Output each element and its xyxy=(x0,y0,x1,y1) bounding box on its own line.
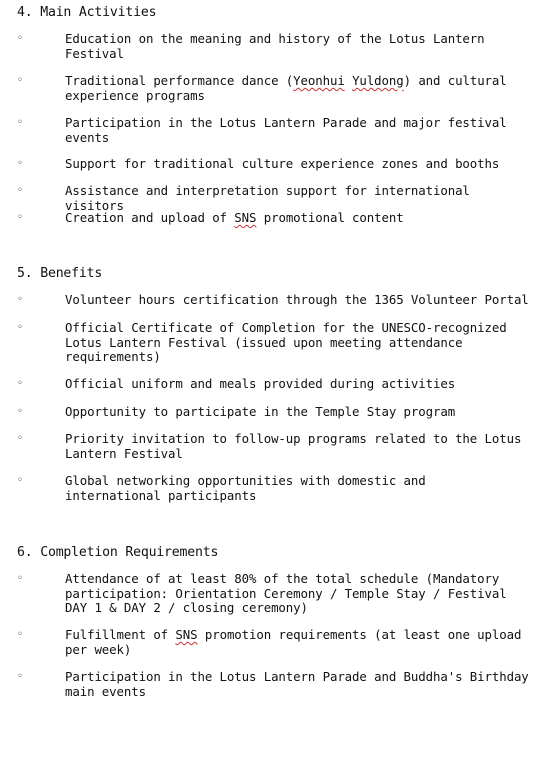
list-item-text: Traditional performance dance (Yeonhui Yuldong) and cultural experience programs xyxy=(65,73,507,103)
bullet-icon: ◦ xyxy=(17,158,24,169)
list-item-text: Attendance of at least 80% of the total schedule (Mandatory participation: Orientation Ceremony / Temple Stay / Festival DAY 1 & DAY 2 / closing ceremony) xyxy=(65,571,507,615)
list-item-text: Participation in the Lotus Lantern Parade and Buddha's Birthday main events xyxy=(65,669,529,699)
bullet-icon: ◦ xyxy=(17,212,24,223)
list-item-text: Education on the meaning and history of the Lotus Lantern Festival xyxy=(65,31,485,61)
list-item-text: Priority invitation to follow-up programs related to the Lotus Lantern Festival xyxy=(65,431,522,461)
section-heading: 6. Completion Requirements xyxy=(17,545,219,560)
section-heading: 5. Benefits xyxy=(17,266,103,281)
bullet-icon: ◦ xyxy=(17,75,24,86)
bullet-icon: ◦ xyxy=(17,117,24,128)
list-item-text: Opportunity to participate in the Temple Stay program xyxy=(65,404,456,419)
list-item-text: Assistance and interpretation support for international visitors xyxy=(65,183,470,213)
list-item-text: Participation in the Lotus Lantern Parade and major festival events xyxy=(65,115,507,145)
list-item-text: Official uniform and meals provided during activities xyxy=(65,376,456,391)
bullet-icon: ◦ xyxy=(17,322,24,333)
bullet-icon: ◦ xyxy=(17,185,24,196)
bullet-icon: ◦ xyxy=(17,406,24,417)
list-item-text: Support for traditional culture experience zones and booths xyxy=(65,156,500,171)
list-item-text: Fulfillment of SNS promotion requirements (at least one upload per week) xyxy=(65,627,522,657)
bullet-icon: ◦ xyxy=(17,475,24,486)
list-item-text: Creation and upload of SNS promotional content xyxy=(65,210,404,225)
bullet-icon: ◦ xyxy=(17,629,24,640)
bullet-icon: ◦ xyxy=(17,378,24,389)
list-item-text: Official Certificate of Completion for the UNESCO-recognized Lotus Lantern Festival (issued upon meeting attendance requirements) xyxy=(65,320,507,364)
bullet-icon: ◦ xyxy=(17,671,24,682)
section-heading: 4. Main Activities xyxy=(17,5,157,20)
bullet-icon: ◦ xyxy=(17,33,24,44)
bullet-icon: ◦ xyxy=(17,433,24,444)
list-item-text: Volunteer hours certification through the 1365 Volunteer Portal xyxy=(65,292,529,307)
list-item-text: Global networking opportunities with domestic and international participants xyxy=(65,473,426,503)
bullet-icon: ◦ xyxy=(17,573,24,584)
bullet-icon: ◦ xyxy=(17,294,24,305)
